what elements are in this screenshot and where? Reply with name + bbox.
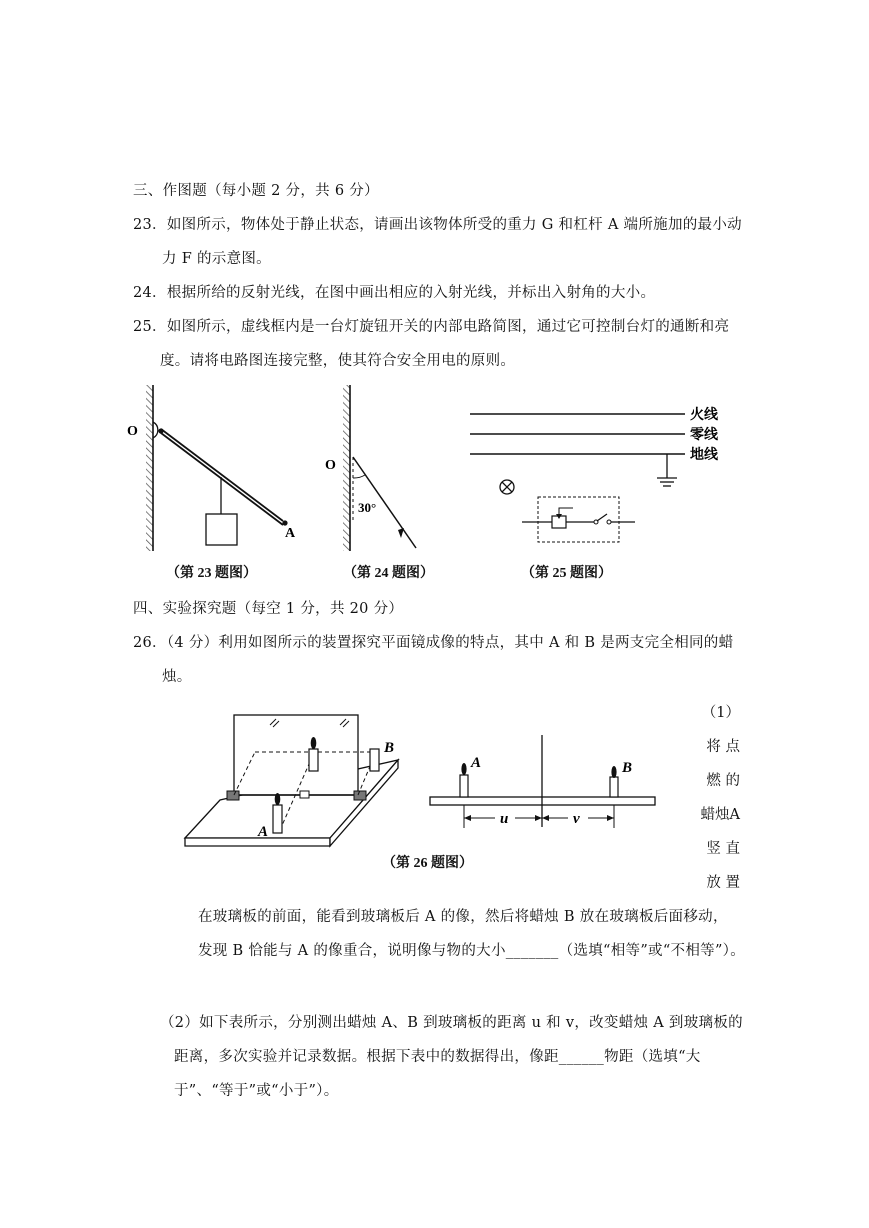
angle-label: 30° (358, 500, 377, 515)
label-o: O (325, 458, 336, 473)
question-25-line-1: 25．如图所示，虚线框内是一台灯旋钮开关的内部电路简图，通过它可控制台灯的通断和亮 (133, 319, 730, 335)
label-v: v (573, 811, 580, 827)
switch-dashed-box (538, 497, 619, 542)
figure-26-setup-3d (180, 705, 410, 855)
q26-part1-vertical-4: 蜡烛A (700, 807, 740, 823)
q26-part1-line-3: 发现 B 恰能与 A 的像重合，说明像与物的大小_______（选填“相等”或“不相等”）。 (198, 943, 746, 959)
v-arrow-right (607, 815, 614, 821)
question-23-line-2: 力 F 的示意图。 (162, 251, 271, 267)
question-26-line-1: 26．（4 分）利用如图所示的装置探究平面镜成像的特点，其中 A 和 B 是两支完全相同的蜡 (133, 635, 734, 651)
candle-b (370, 749, 379, 771)
lever-rod-upper (161, 429, 283, 521)
question-23-line-1: 23．如图所示，物体处于静止状态，请画出该物体所受的重力 G 和杠杆 A 端所施加的最小动 (133, 217, 742, 233)
angle-arc (353, 475, 365, 478)
midpoint-marker (300, 791, 309, 798)
label-a: A (471, 755, 482, 771)
glass-support-left (227, 791, 239, 800)
question-26-line-2: 烛。 (162, 669, 192, 685)
mirror-hatching (343, 385, 350, 551)
q26-part2-line-2: 距离，多次实验并记录数据。根据下表中的数据得出，像距______物距（选填“大 (174, 1049, 701, 1065)
question-25-line-2: 度。请将电路图连接完整，使其符合安全用电的原则。 (160, 353, 516, 369)
switch-contact-right (607, 520, 611, 524)
v-arrow-left (542, 815, 549, 821)
section-4-heading: 四、实验探究题（每空 1 分，共 20 分） (133, 601, 404, 617)
candle-a-flame (461, 763, 466, 775)
hanging-block (206, 514, 237, 545)
q26-part1-vertical-1: （1） (701, 705, 740, 721)
figure-25-caption: （第 25 题图） (521, 566, 612, 581)
neutral-wire-label: 零线 (690, 428, 718, 443)
ground-wire-label: 地线 (690, 448, 718, 463)
label-u: u (500, 811, 509, 827)
ray-arrowhead (398, 528, 404, 538)
label-a: A (258, 824, 269, 840)
figure-26-setup-side (425, 730, 665, 830)
wall-hatching (146, 385, 153, 551)
candle-b-flame (611, 766, 616, 778)
q26-part1-vertical-3: 燃 的 (706, 773, 740, 789)
u-arrow-right (535, 815, 542, 821)
glass-plate (234, 715, 358, 795)
image-flame (311, 737, 317, 749)
lamp-icon (500, 480, 514, 494)
q26-part1-line-2: 在玻璃板的前面，能看到玻璃板后 A 的像，然后将蜡烛 B 放在玻璃板后面移动， (198, 909, 728, 925)
q26-part1-vertical-6: 放 置 (706, 875, 740, 891)
figure-23-caption: （第 23 题图） (166, 566, 257, 581)
question-24: 24．根据所给的反射光线，在图中画出相应的入射光线，并标出入射角的大小。 (133, 285, 656, 301)
candle-a (273, 805, 282, 833)
label-b: B (384, 740, 395, 756)
glass-support-right (354, 791, 366, 800)
label-b: B (622, 760, 633, 776)
candle-a (460, 775, 468, 797)
pivot-point-o (158, 428, 163, 433)
lever-rod-lower (161, 433, 283, 525)
switch-blade (597, 514, 607, 521)
section-3-heading: 三、作图题（每小题 2 分，共 6 分） (133, 183, 379, 199)
figure-24-mirror (320, 380, 430, 555)
candle-image (309, 749, 318, 771)
u-arrow-left (464, 815, 471, 821)
figure-24-caption: （第 24 题图） (343, 566, 434, 581)
candle-a-flame (275, 793, 281, 805)
q26-part2-line-3: 于”、“等于”或“小于”）。 (174, 1083, 339, 1099)
q26-part1-vertical-5: 竖 直 (706, 841, 740, 857)
figure-26-caption: （第 26 题图） (382, 856, 473, 871)
end-point-a (282, 520, 287, 525)
candle-b (610, 777, 618, 797)
figure-25-circuit (460, 380, 730, 555)
live-wire-label: 火线 (690, 408, 718, 423)
q26-part1-vertical-2: 将 点 (706, 739, 740, 755)
label-o: O (127, 424, 138, 439)
q26-part2-line-1: （2）如下表所示，分别测出蜡烛 A、B 到玻璃板的距离 u 和 v，改变蜡烛 A 到玻璃板的 (160, 1015, 743, 1031)
label-a: A (285, 526, 296, 541)
figure-23-lever (120, 380, 300, 555)
